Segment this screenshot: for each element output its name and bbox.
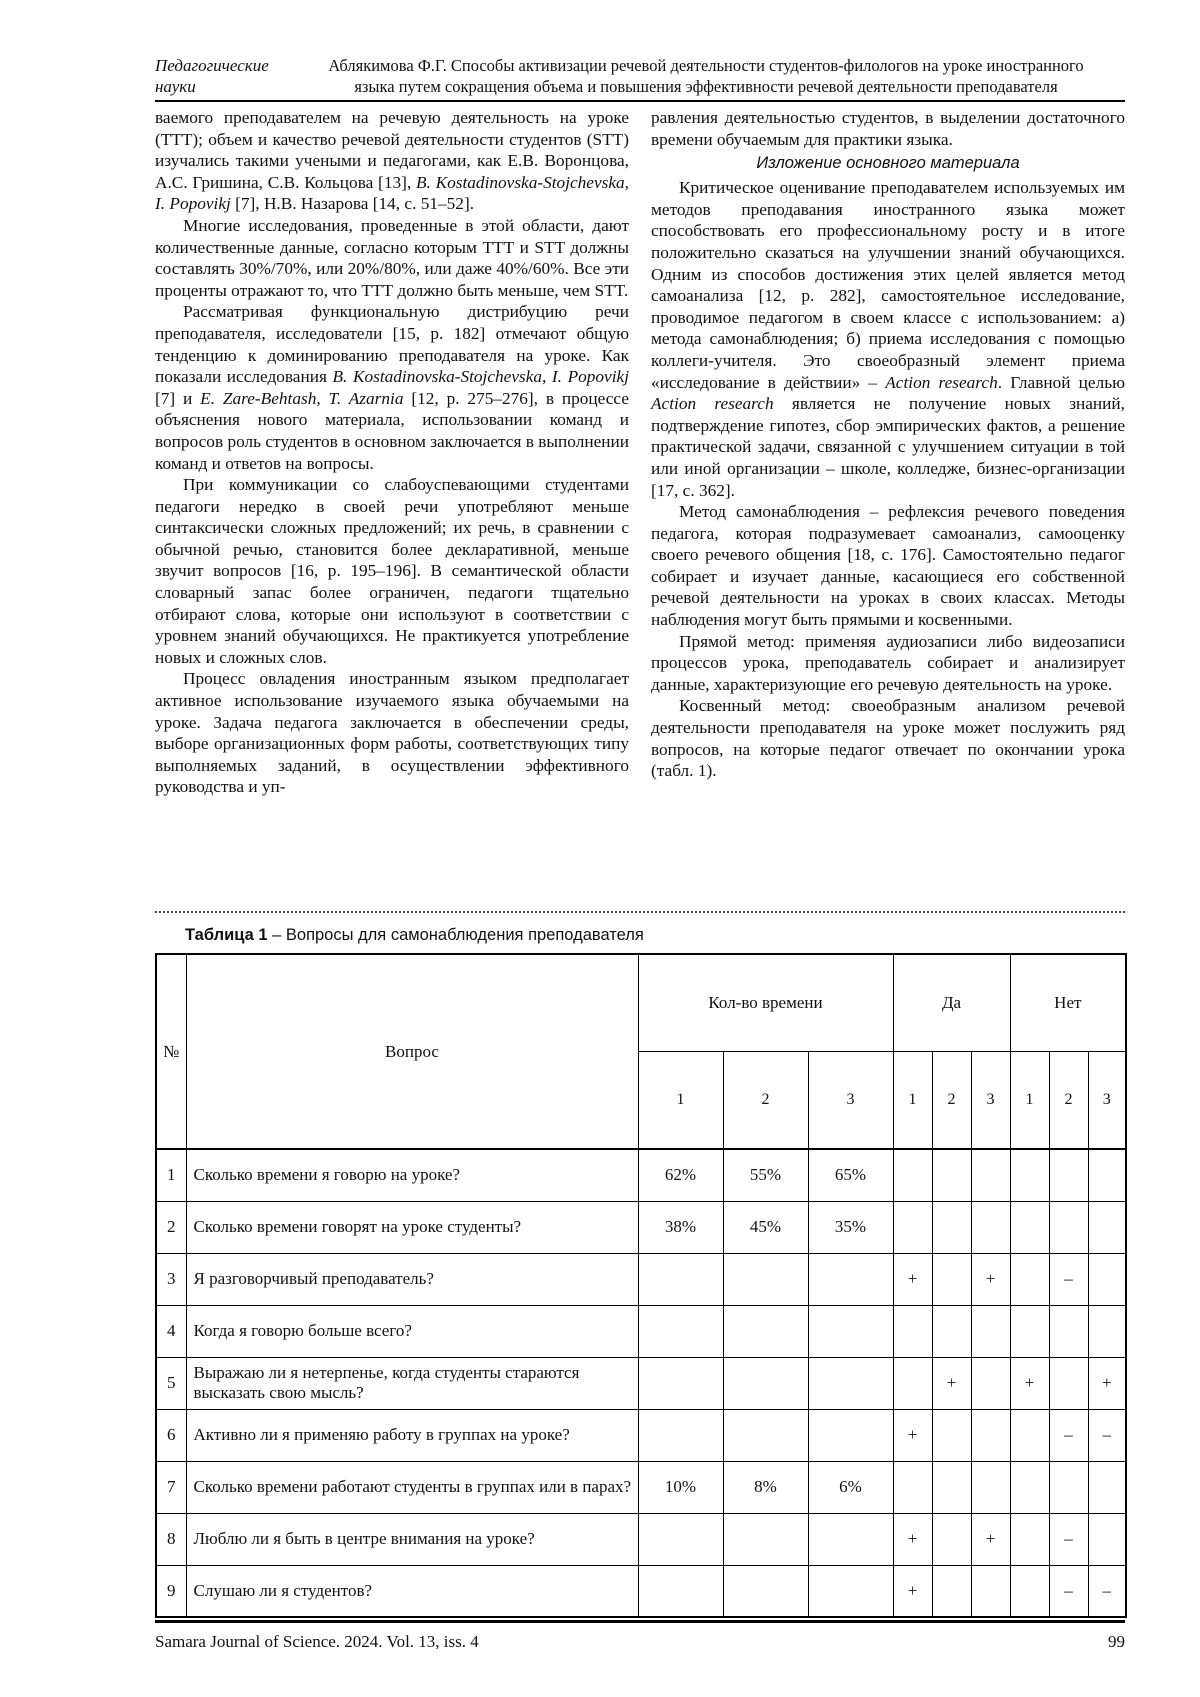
time-cell (808, 1513, 893, 1565)
time-cell (638, 1305, 723, 1357)
yes-cell: + (893, 1565, 932, 1617)
time-cell (638, 1409, 723, 1461)
no-cell (1088, 1201, 1126, 1253)
subcol-header: 1 (1010, 1052, 1049, 1150)
page-content (155, 0, 1125, 1652)
time-cell (808, 1253, 893, 1305)
yes-cell (971, 1461, 1010, 1513)
text-run: Процесс овладения иностранным языком предполагает активное использование изучаемого языка обучаемыми на уроке. Задача педагога заключается в обеспечении среды, выборе организационных форм работы, соответствующих типу выполняемых заданий, в осуществлении эффективного руководства и уп- (155, 669, 629, 797)
no-cell (1049, 1149, 1088, 1201)
time-cell (723, 1513, 808, 1565)
text-run: Критическое оценивание преподавателем используемых им методов преподавания иностранного языка может способствовать его профессиональному росту и в итоге положительно сказаться на улучшении знаний обучающихся. Одним из способов достижения этих целей является метод самоанализа [12, p. 282], самостоятельное исследование, проводимое педагогом в своем классе с использованием: а) метода самонаблюдения; б) приема исследования с помощью коллеги-учителя. Это своеобразный элемент приема «исследование в действии» – (651, 178, 1125, 392)
text-run: является не получение новых знаний, подтверждение гипотез, сбор эмпирических фактов, а решение практической задачи, связанной с улучшением ситуации в той или иной организации – школе, колледже, бизнес-организации [17, с. 362]. (651, 394, 1125, 500)
no-cell (1010, 1461, 1049, 1513)
text-run: Прямой метод: применяя аудиозаписи либо видеозаписи процессов урока, преподаватель собирает и анализирует данные, характеризующие его речевую деятельность на уроке. (651, 631, 1125, 694)
question-cell: Слушаю ли я студентов? (186, 1565, 638, 1617)
no-cell: – (1088, 1409, 1126, 1461)
yes-cell (971, 1409, 1010, 1461)
time-cell (723, 1409, 808, 1461)
text-run: Многие исследования, проведенные в этой области, дают количественные данные, согласно которым ТТТ и STT должны составлять 30%/70%, или 20%/80%, или даже 40%/60%. Все эти проценты отражают то, что ТТТ должно быть меньше, чем STT. (155, 215, 629, 300)
header-no: Нет (1010, 954, 1126, 1052)
paragraph (651, 631, 1125, 696)
time-cell (808, 1409, 893, 1461)
time-cell: 10% (638, 1461, 723, 1513)
yes-cell: + (893, 1253, 932, 1305)
no-cell (1049, 1201, 1088, 1253)
time-cell: 55% (723, 1149, 808, 1201)
header-time: Кол-во времени (638, 954, 893, 1052)
question-cell: Сколько времени говорят на уроке студенты? (186, 1201, 638, 1253)
question-cell: Выражаю ли я нетерпенье, когда студенты стараются высказать свою мысль? (186, 1357, 638, 1409)
table-row (156, 1357, 1126, 1409)
table-caption-label: Таблица 1 (185, 926, 268, 944)
text-run: [7] и (155, 388, 201, 408)
text-run: [7], Н.В. Назарова [14, с. 51–52]. (230, 194, 475, 214)
table-row (156, 1149, 1126, 1201)
yes-cell (932, 1253, 971, 1305)
yes-cell: + (932, 1357, 971, 1409)
section-heading: Изложение основного материала (756, 154, 1020, 173)
no-cell (1088, 1149, 1126, 1201)
paragraph (155, 474, 629, 668)
row-number-cell: 3 (156, 1253, 186, 1305)
no-cell (1049, 1305, 1088, 1357)
time-cell: 65% (808, 1149, 893, 1201)
table-caption-text: – Вопросы для самонаблюдения преподавателя (267, 926, 644, 944)
yes-cell (893, 1357, 932, 1409)
no-cell: – (1049, 1253, 1088, 1305)
time-cell: 35% (808, 1201, 893, 1253)
text-run: . Главной целью (997, 372, 1125, 392)
no-cell: + (1010, 1357, 1049, 1409)
subcol-header: 3 (808, 1052, 893, 1150)
row-number-cell: 7 (156, 1461, 186, 1513)
subcol-header: 3 (1088, 1052, 1126, 1150)
row-number-cell: 8 (156, 1513, 186, 1565)
time-cell: 45% (723, 1201, 808, 1253)
time-cell (638, 1565, 723, 1617)
table-caption (185, 926, 1125, 945)
table-row (156, 1253, 1126, 1305)
yes-cell (893, 1305, 932, 1357)
subcol-header: 2 (1049, 1052, 1088, 1150)
section-label: Педагогические науки (155, 56, 269, 96)
yes-cell (932, 1305, 971, 1357)
italic-run: B. Kostadinovska-Stojchevska, I. Popovikj (332, 367, 629, 387)
yes-cell (893, 1461, 932, 1513)
paragraph (155, 301, 629, 474)
no-cell (1010, 1513, 1049, 1565)
italic-run: Action research (651, 394, 774, 414)
table-head (156, 954, 1126, 1149)
running-title: Аблякимова Ф.Г. Способы активизации речевой деятельности студентов-филологов на уроке иностранного языка путем сокращения объема и повышения эффективности речевой деятельности преподавателя (328, 56, 1084, 96)
no-cell: – (1049, 1565, 1088, 1617)
row-number-cell: 5 (156, 1357, 186, 1409)
question-cell: Когда я говорю больше всего? (186, 1305, 638, 1357)
yes-cell (932, 1513, 971, 1565)
question-cell: Люблю ли я быть в центре внимания на уроке? (186, 1513, 638, 1565)
italic-run: B. Kostadinovska-Stojchevska, I. Popovikj (155, 172, 630, 214)
subcol-header: 3 (971, 1052, 1010, 1150)
paragraph (651, 107, 1125, 150)
no-cell: – (1088, 1565, 1126, 1617)
bottom-rule (155, 1620, 1125, 1623)
table-row (156, 1461, 1126, 1513)
row-number-cell: 6 (156, 1409, 186, 1461)
page-footer (155, 1632, 1125, 1652)
question-cell: Активно ли я применяю работу в группах на уроке? (186, 1409, 638, 1461)
paragraph (155, 215, 629, 301)
table-row (156, 1305, 1126, 1357)
time-cell: 6% (808, 1461, 893, 1513)
table-row (156, 1513, 1126, 1565)
table-body (156, 1149, 1126, 1617)
yes-cell (893, 1149, 932, 1201)
yes-cell (971, 1305, 1010, 1357)
time-cell (808, 1357, 893, 1409)
text-run: [12, p. 275–276], в процессе объяснения нового материала, использовании команд и вопросов роль студентов в основном заключается в выполнении команд и ответов на вопросы. (155, 388, 629, 473)
paragraph (651, 501, 1125, 631)
yes-cell: + (893, 1513, 932, 1565)
table-row (156, 1201, 1126, 1253)
row-number-cell: 2 (156, 1201, 186, 1253)
yes-cell: + (893, 1409, 932, 1461)
table-row (156, 1409, 1126, 1461)
row-number-cell: 9 (156, 1565, 186, 1617)
yes-cell (971, 1565, 1010, 1617)
text-run: Косвенный метод: своеобразным анализом речевой деятельности преподавателя на уроке может послужить ряд вопросов, на которые педагог отвечает по окончании урока (табл. 1). (651, 696, 1125, 781)
yes-cell (971, 1201, 1010, 1253)
paragraph (155, 668, 629, 798)
table-row (156, 1565, 1126, 1617)
no-cell (1088, 1253, 1126, 1305)
subcol-header: 2 (723, 1052, 808, 1150)
journal-title: Samara Journal of Science. 2024. Vol. 13, iss. 4 (155, 1632, 479, 1651)
time-cell: 38% (638, 1201, 723, 1253)
no-cell (1010, 1305, 1049, 1357)
row-number-cell: 1 (156, 1149, 186, 1201)
subcol-header: 1 (893, 1052, 932, 1150)
yes-cell (893, 1201, 932, 1253)
yes-cell (932, 1201, 971, 1253)
text-run: Рассматривая функциональную дистрибуцию речи преподавателя, исследователи [15, p. 182] отмечают общую тенденцию к доминированию преподавателя на уроке. Как показали исследования (155, 302, 629, 387)
time-cell (638, 1513, 723, 1565)
question-cell: Сколько времени я говорю на уроке? (186, 1149, 638, 1201)
yes-cell: + (971, 1513, 1010, 1565)
subcol-header: 1 (638, 1052, 723, 1150)
time-cell (808, 1565, 893, 1617)
article-body (155, 107, 1125, 895)
text-run: равления деятельностью студентов, в выделении достаточного времени обучаемым для практики языка. (651, 108, 1125, 149)
header-number: № (156, 954, 186, 1149)
running-header (155, 0, 1125, 97)
no-cell (1010, 1565, 1049, 1617)
header-question: Вопрос (186, 954, 638, 1149)
header-rule (155, 100, 1125, 102)
row-number-cell: 4 (156, 1305, 186, 1357)
no-cell (1088, 1513, 1126, 1565)
italic-run: E. Zare-Behtash, T. Azarnia (200, 388, 404, 408)
page-number: 99 (1108, 1632, 1125, 1651)
time-cell (723, 1565, 808, 1617)
time-cell (723, 1253, 808, 1305)
yes-cell (932, 1461, 971, 1513)
no-cell: + (1088, 1357, 1126, 1409)
no-cell (1010, 1149, 1049, 1201)
yes-cell (932, 1149, 971, 1201)
yes-cell (932, 1565, 971, 1617)
question-cell: Я разговорчивый преподаватель? (186, 1253, 638, 1305)
paragraph (651, 695, 1125, 781)
table-header-row (156, 954, 1126, 1052)
yes-cell: + (971, 1253, 1010, 1305)
no-cell (1088, 1461, 1126, 1513)
no-cell (1010, 1409, 1049, 1461)
paragraph (155, 107, 629, 215)
text-run: Метод самонаблюдения – рефлексия речевого поведения педагога, которая подразумевает самоанализ, самооценку своего речевого общения [18, с. 176]. Самостоятельно педагог собирает и изучает данные, касающиеся его собственной речевой деятельности на уроках в своих классах. Методы наблюдения могут быть прямыми и косвенными. (651, 502, 1125, 630)
column-right (651, 107, 1125, 895)
no-cell: – (1049, 1513, 1088, 1565)
dotted-separator (155, 911, 1125, 913)
column-left (155, 107, 629, 895)
subcol-header: 2 (932, 1052, 971, 1150)
paragraph (651, 177, 1125, 501)
time-cell (638, 1253, 723, 1305)
yes-cell (971, 1357, 1010, 1409)
no-cell: – (1049, 1409, 1088, 1461)
time-cell: 8% (723, 1461, 808, 1513)
header-yes: Да (893, 954, 1010, 1052)
time-cell (638, 1357, 723, 1409)
time-cell (723, 1357, 808, 1409)
yes-cell (932, 1409, 971, 1461)
text-run: ваемого преподавателем на речевую деятельность на уроке (ТТТ); объем и качество речевой деятельности студентов (STT) изучались такими учеными и педагогами, как Е.В. Воронцова, А.С. Гришина, С.В. Кольцова [13], (155, 108, 629, 192)
no-cell (1010, 1253, 1049, 1305)
time-cell (723, 1305, 808, 1357)
time-cell (808, 1305, 893, 1357)
no-cell (1010, 1201, 1049, 1253)
text-run: При коммуникации со слабоуспевающими студентами педагоги нередко в своей речи употребляют меньше синтаксически сложных предложений; их речь, в сравнении с обычной речью, становится более декларативной, меньше звучит вопросов [16, p. 195–196]. В семантической области словарный запас более ограничен, педагоги тщательно отбирают слова, которые они используют в соответствии с уровнем знаний обучающихся. Не практикуется употребление новых и сложных слов. (155, 475, 629, 667)
no-cell (1049, 1357, 1088, 1409)
time-cell: 62% (638, 1149, 723, 1201)
no-cell (1088, 1305, 1126, 1357)
question-cell: Сколько времени работают студенты в группах или в парах? (186, 1461, 638, 1513)
yes-cell (971, 1149, 1010, 1201)
italic-run: Action research (885, 372, 998, 392)
no-cell (1049, 1461, 1088, 1513)
self-observation-table (155, 953, 1127, 1618)
